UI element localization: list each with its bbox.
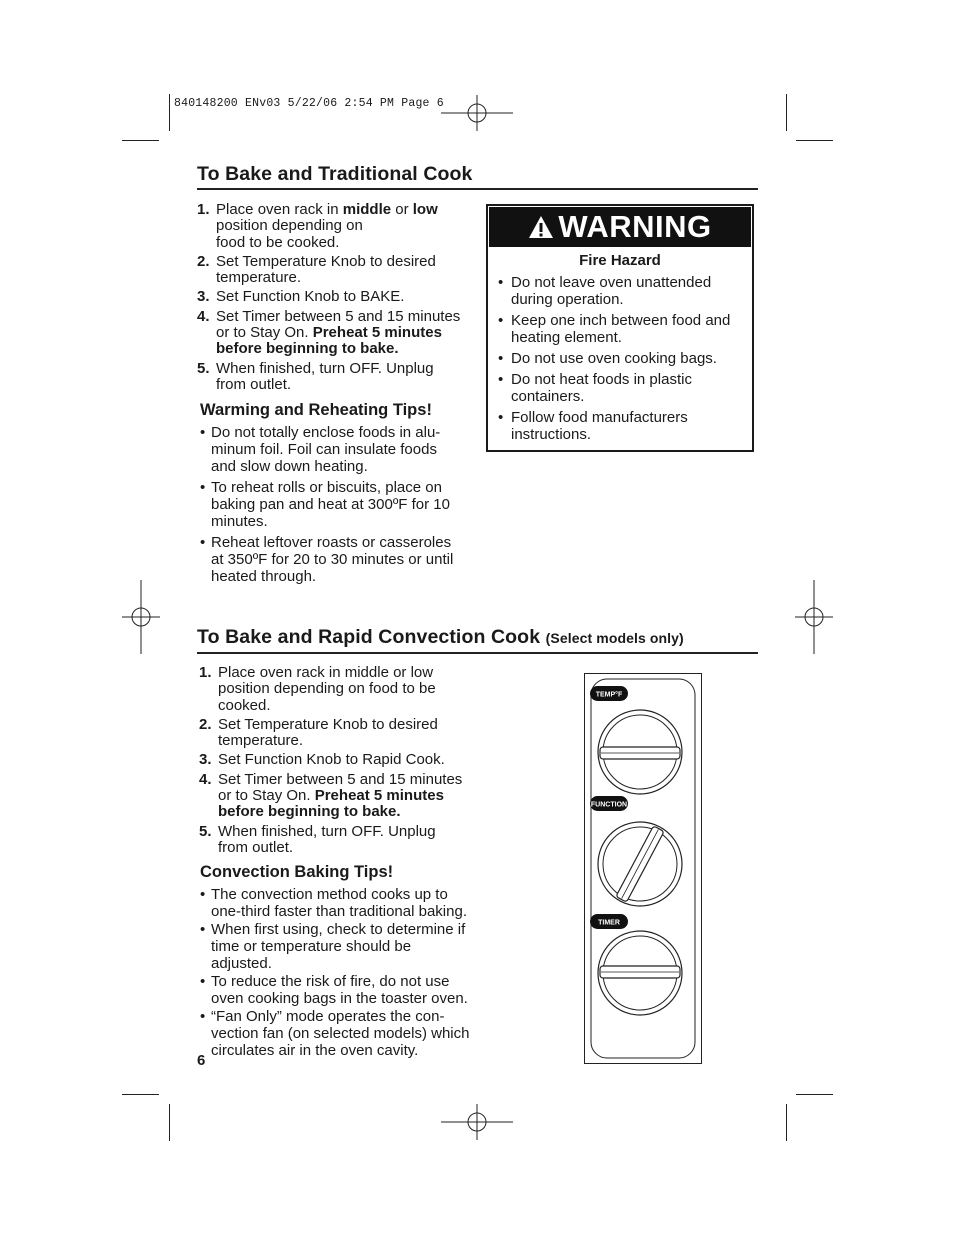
step-text: When finished, turn OFF. Unplug from outlet. xyxy=(218,822,436,856)
warning-item: • Do not heat foods in plastic containers. xyxy=(498,371,742,405)
section-title-traditional-cook: To Bake and Traditional Cook xyxy=(197,163,473,185)
warming-tip: • Reheat leftover roasts or casseroles at 350ºF for 20 to 30 minutes or until heated through. xyxy=(200,534,465,585)
step-text: Set Function Knob to Rapid Cook. xyxy=(218,751,445,769)
convection-tip: • The convection method cooks up to one-third faster than traditional baking. xyxy=(200,886,472,920)
warning-triangle-icon xyxy=(528,215,554,239)
step-item xyxy=(199,772,469,821)
section-title-convection-cook xyxy=(197,626,684,649)
convection-tip: • “Fan Only” mode operates the con-vection fan (on selected models) which circulates air in the oven cavity. xyxy=(200,1008,472,1059)
step-text: Set Function Knob to BAKE. xyxy=(216,288,405,306)
step-text: position depending on xyxy=(216,217,363,235)
convection-cook-steps xyxy=(199,665,469,859)
function-label: FUNCTION xyxy=(590,801,628,809)
warning-title: WARNING xyxy=(558,209,712,244)
step-number: 5. xyxy=(197,359,210,377)
convection-tips-list xyxy=(200,886,472,1060)
step-item xyxy=(199,665,469,714)
step-text: Set Timer between 5 and 15 minutes or to Stay On. xyxy=(218,770,463,805)
step-item xyxy=(197,309,462,358)
step-number: 2. xyxy=(197,252,210,270)
step-text: Set Timer between 5 and 15 minutes or to Stay On. xyxy=(216,307,461,342)
step-text: When finished, turn OFF. Unplug from outlet. xyxy=(216,359,434,393)
warning-subtitle: Fire Hazard xyxy=(579,252,661,269)
warming-tip: • Do not totally enclose foods in alu-minum foil. Foil can insulate foods and slow down heating. xyxy=(200,424,465,475)
step-number: 3. xyxy=(197,288,210,306)
step-item xyxy=(199,752,469,768)
warning-item: • Keep one inch between food and heating element. xyxy=(498,312,742,346)
step-item xyxy=(199,717,469,750)
step-text: Place oven rack in middle or low position depending on food to be cooked. xyxy=(218,664,436,714)
convection-tips-title: Convection Baking Tips! xyxy=(200,863,394,881)
page-number: 6 xyxy=(197,1052,206,1069)
step-number: 1. xyxy=(199,664,212,681)
timer-label: TIMER xyxy=(598,919,620,927)
warning-items xyxy=(498,274,742,443)
warning-item: • Do not use oven cooking bags. xyxy=(498,350,742,367)
warning-item: • Do not leave oven unattended during operation. xyxy=(498,274,742,308)
control-panel-illustration xyxy=(584,673,704,1065)
step-text: Set Temperature Knob to desired temperature. xyxy=(216,252,436,287)
step-item xyxy=(197,289,462,305)
step-item xyxy=(197,361,462,394)
step-item xyxy=(197,254,462,287)
convection-tip: • To reduce the risk of fire, do not use oven cooking bags in the toaster oven. xyxy=(200,973,472,1007)
warning-header xyxy=(489,207,751,247)
section-rule xyxy=(197,652,758,654)
step-item xyxy=(197,202,462,251)
step-text: food to be cooked. xyxy=(216,233,340,251)
step-text: Set Temperature Knob to desired temperature. xyxy=(218,715,438,750)
step-text-bold: middle xyxy=(342,201,392,218)
step-number: 4. xyxy=(199,770,212,788)
printer-slug: 840148200 ENv03 5/22/06 2:54 PM Page 6 xyxy=(174,97,444,110)
temp-label: TEMP°F xyxy=(595,691,623,699)
warning-item: • Follow food manufacturers instructions. xyxy=(498,409,742,443)
step-number: 5. xyxy=(199,822,212,840)
step-number: 4. xyxy=(197,307,210,325)
step-text-bold: low xyxy=(412,201,438,218)
step-number: 3. xyxy=(199,751,212,769)
section-title-text: To Bake and Rapid Convection Cook xyxy=(197,626,541,648)
section-title-suffix: (Select models only) xyxy=(545,630,684,646)
step-text-bold: Preheat 5 minutes before beginning to bake. xyxy=(218,787,444,821)
convection-tip: • When first using, check to determine if time or temperature should be adjusted. xyxy=(200,921,472,972)
step-text: Place oven rack in xyxy=(216,201,343,218)
warming-tip: • To reheat rolls or biscuits, place on baking pan and heat at 300ºF for 10 minutes. xyxy=(200,479,465,530)
step-text: or xyxy=(391,201,413,218)
step-text-bold: Preheat 5 minutes before beginning to bake. xyxy=(216,324,442,358)
warning-box xyxy=(486,204,754,452)
step-item xyxy=(199,824,469,857)
warming-tips-title: Warming and Reheating Tips! xyxy=(200,401,432,419)
traditional-cook-steps xyxy=(197,202,462,396)
section-rule xyxy=(197,188,758,190)
step-number: 2. xyxy=(199,715,212,733)
warming-tips-list xyxy=(200,424,465,589)
step-number: 1. xyxy=(197,201,210,218)
